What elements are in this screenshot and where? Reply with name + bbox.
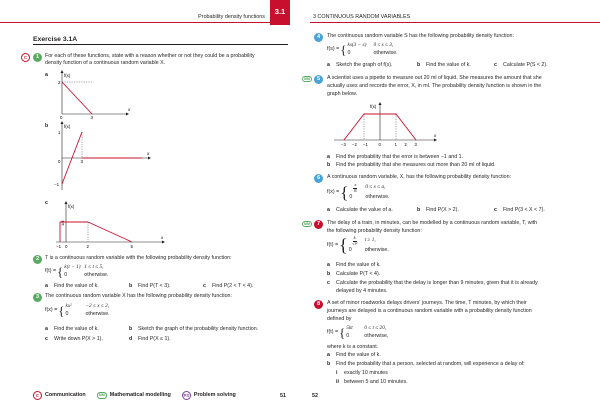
legend-problem-solving-label: Problem solving bbox=[193, 391, 236, 398]
graph-a-xtick-0: 0 bbox=[60, 115, 63, 120]
q6-row1-cond: 0 ≤ x ≤ a, bbox=[365, 184, 386, 191]
q8-part-bii: ii between 5 and 10 minutes. bbox=[336, 379, 408, 385]
q6-fraction bbox=[349, 183, 361, 194]
q7-fraction-den: √t³ bbox=[352, 240, 358, 246]
question-8-text-line2: journeys are delayed is a continuous random variable with a probability density function bbox=[327, 308, 532, 314]
footer-legend bbox=[33, 391, 243, 400]
graph-b-xtick-3: 3 bbox=[80, 159, 83, 164]
question-3-pdf bbox=[45, 303, 110, 318]
question-3-number: 3 bbox=[33, 293, 42, 302]
modelling-icon: MM bbox=[98, 393, 105, 398]
question-2-text: T is a continuous random variable with the following probability density function: bbox=[45, 255, 232, 261]
q5-x-arrow bbox=[434, 139, 437, 142]
q2-part-a-text: Find the value of k. bbox=[54, 283, 99, 289]
q2-row2-expr: 0 bbox=[64, 271, 68, 278]
question-6-pdf bbox=[327, 183, 390, 201]
q3-part-d: d Find P(X ≤ 1). bbox=[129, 336, 171, 342]
q7-row2-cond: otherwise. bbox=[364, 246, 389, 253]
q5-ylabel: f(x) bbox=[370, 104, 377, 109]
graph-b-ytick-top: 1 bbox=[58, 130, 61, 135]
q4-fn-label: f(s) = bbox=[327, 46, 340, 53]
graph-c-slope bbox=[88, 222, 132, 242]
q6-part-a: a Calculate the value of a. bbox=[327, 207, 393, 213]
q8-part-b-text: Find the probability that a person, selected at random, will experience a delay of: bbox=[336, 361, 525, 367]
q6-part-c: c Find P(3 < X < 7). bbox=[494, 207, 545, 213]
q6-row2-expr: 0 bbox=[349, 193, 353, 200]
q8-part-a: a Find the value of k. bbox=[327, 352, 381, 358]
q5-part-a: a Find the probability that the error is between −1 and 1. bbox=[327, 154, 464, 160]
question-4-pdf bbox=[327, 42, 398, 57]
graph-b-ylabel: f(x) bbox=[64, 124, 71, 129]
running-header-left: Probability density functions bbox=[198, 14, 265, 20]
question-2-pdf bbox=[45, 264, 108, 279]
q6-part-b: b Find P(X > 2). bbox=[417, 207, 459, 213]
graph-c-xlabel: x bbox=[161, 235, 164, 240]
q2-row2-cond: otherwise. bbox=[84, 271, 109, 278]
q7-brace: { bbox=[339, 235, 348, 256]
q3-part-b-text: Sketch the graph of the probability density function. bbox=[138, 326, 259, 332]
question-5-text-line1: A scientist uses a pipette to measure out 20 ml of liquid. She measures the amount that she bbox=[327, 75, 542, 81]
q7-part-a: a Find the value of k. bbox=[327, 262, 381, 268]
q8-row1-expr: 5kt bbox=[346, 325, 353, 331]
problem-solving-icon: PS bbox=[183, 393, 190, 398]
q1-part-c-label: c bbox=[45, 200, 48, 206]
legend-modelling-label: Mathematical modelling bbox=[109, 391, 171, 398]
q2-part-a: a Find the value of k. bbox=[45, 283, 99, 289]
question-8-text-line1: A set of minor roadworks delays drivers' journeys. The time, T minutes, by which their bbox=[327, 300, 527, 306]
q8-part-bi: i exactly 10 minutes bbox=[336, 370, 388, 376]
q7-fraction bbox=[349, 236, 361, 247]
graph-a-xlabel: x bbox=[128, 107, 131, 112]
communication-icon: C bbox=[33, 391, 42, 400]
header-rule-left bbox=[0, 22, 290, 23]
q5-xtick-neg3: −3 bbox=[341, 142, 346, 147]
q8-brace: { bbox=[339, 325, 346, 341]
legend-problem-solving bbox=[182, 391, 236, 400]
graph-a-line bbox=[62, 82, 92, 114]
q4-part-b: b Find the value of k. bbox=[417, 62, 471, 68]
question-2-number: 2 bbox=[33, 255, 42, 264]
question-1-text-line1: For each of these functions, state with a reason whether or not they could be a probability bbox=[45, 53, 255, 59]
q6-row2-cond: otherwise. bbox=[365, 193, 390, 200]
graph-a-x-arrow bbox=[126, 113, 129, 116]
q8-part-a-text: Find the value of k. bbox=[336, 352, 381, 358]
q4-part-b-text: Find the value of k. bbox=[426, 62, 471, 68]
q2-row1-cond: 1 ≤ t ≤ 5, bbox=[84, 264, 104, 270]
section-tab: 3.1 bbox=[270, 0, 290, 25]
question-8-number: 8 bbox=[314, 300, 323, 309]
q7-part-c-line2: delayed by 4 minutes. bbox=[336, 288, 388, 294]
question-1-number: 1 bbox=[33, 53, 42, 62]
graph-b-xlabel: x bbox=[147, 151, 150, 156]
q6-part-c-text: Find P(3 < X < 7). bbox=[503, 207, 545, 213]
q6-brace: { bbox=[340, 182, 349, 202]
page-number-right: 52 bbox=[312, 393, 318, 399]
q2-row1-expr: k(t − 1) bbox=[64, 264, 81, 270]
legend-modelling bbox=[97, 392, 171, 399]
q5-xtick-0: 0 bbox=[378, 142, 381, 147]
question-4-number: 4 bbox=[314, 33, 323, 42]
q3-part-c-text: Write down P(X > 1). bbox=[54, 336, 103, 342]
q4-brace: { bbox=[340, 42, 347, 58]
q7-fraction-num: k bbox=[353, 235, 356, 240]
q8-fn-label: f(t) = bbox=[327, 329, 339, 336]
q8-row2-expr: 0 bbox=[346, 332, 350, 339]
q7-part-c: c Calculate the probability that the delay is longer than 9 minutes, given that it is already bbox=[327, 280, 538, 286]
q4-part-a-text: Sketch the graph of f(s). bbox=[336, 62, 393, 68]
q3-part-a: a Find the value of k. bbox=[45, 326, 99, 332]
graph-c-x-arrow bbox=[162, 241, 165, 244]
q3-fn-label: f(x) = bbox=[45, 307, 58, 314]
q4-row2-expr: 0 bbox=[347, 49, 351, 56]
modelling-icon: MM bbox=[304, 222, 310, 226]
question-6-text: A continuous random variable, X, has the following probability density function: bbox=[327, 174, 512, 180]
question-5-text-line2: actually uses and records the error, X, in ml. The probability density function is shown in the bbox=[327, 83, 542, 89]
q5-y-arrow bbox=[379, 102, 382, 105]
q7-row1-cond: t ≥ 1, bbox=[364, 237, 376, 244]
q3-row2-expr: 0 bbox=[65, 310, 69, 317]
q5-part-b-text: Find the probability that she measures out more than 20 ml of liquid. bbox=[336, 162, 496, 168]
q1-part-b-label: b bbox=[45, 123, 49, 129]
q3-row2-cond: otherwise. bbox=[85, 310, 110, 317]
q1-graph-c bbox=[52, 200, 167, 252]
q3-part-b: b Sketch the graph of the probability density function. bbox=[129, 326, 259, 332]
graph-b-ytick-bottom: −1 bbox=[54, 182, 60, 187]
q5-xtick-3: 3 bbox=[414, 142, 417, 147]
page-number-left: 51 bbox=[280, 393, 286, 399]
question-7-text-line1: The delay of a train, in minutes, can be modelled by a continuous random variable, T, with bbox=[327, 220, 538, 226]
q5-xtick-1: 1 bbox=[394, 142, 397, 147]
modelling-icon: MM bbox=[304, 77, 310, 81]
q3-brace: { bbox=[58, 303, 65, 319]
q3-row1-expr: kx² bbox=[65, 303, 72, 309]
q7-part-b: b Calculate P(T < 4). bbox=[327, 271, 381, 277]
graph-c-ylabel: f(x) bbox=[68, 204, 75, 209]
q2-part-b: b Find P(T < 3). bbox=[129, 283, 171, 289]
graph-c-xtick-neg1: −1 bbox=[56, 244, 62, 249]
q3-part-d-text: Find P(X ≤ 1). bbox=[138, 336, 171, 342]
q3-row1-cond: −2 ≤ x ≤ 2, bbox=[85, 303, 110, 309]
graph-c-xtick-2: 2 bbox=[86, 244, 89, 249]
q2-part-c-text: Find P(2 < T < 4). bbox=[212, 283, 254, 289]
q7-row2-expr: 0 bbox=[348, 246, 352, 253]
q3-part-c: c Write down P(X > 1). bbox=[45, 336, 103, 342]
question-5-text-line3: graph below. bbox=[327, 91, 358, 97]
question-8-text-line3: defined by bbox=[327, 316, 352, 322]
question-1-text-line2: density function of a continuous random variable X. bbox=[45, 60, 166, 66]
graph-a-ytick: 2 bbox=[58, 80, 61, 85]
q2-fn-label: f(t) = bbox=[45, 268, 57, 275]
graph-b-xtick-0: 0 bbox=[58, 159, 61, 164]
q5-graph bbox=[330, 100, 440, 150]
graph-a-xtick-3: 3 bbox=[90, 115, 93, 120]
q8-where: where k is a constant. bbox=[327, 344, 379, 350]
q1-part-a-label: a bbox=[45, 72, 48, 78]
graph-b-x-arrow bbox=[148, 157, 151, 160]
q1-graph-a bbox=[52, 68, 132, 120]
q4-part-a: a Sketch the graph of f(s). bbox=[327, 62, 393, 68]
q5-xlabel: x bbox=[434, 133, 437, 138]
communication-icon: C bbox=[21, 53, 30, 62]
exercise-title: Exercise 3.1A bbox=[33, 36, 78, 43]
q7-fn-label: f(t) = bbox=[327, 241, 339, 248]
graph-a-ylabel: f(x) bbox=[64, 73, 71, 78]
q8-row1-cond: 0 ≤ t ≤ 20, bbox=[364, 325, 387, 331]
q6-part-a-text: Calculate the value of a. bbox=[336, 207, 393, 213]
running-header-right: 3 CONTINUOUS RANDOM VARIABLES bbox=[313, 14, 411, 20]
question-3-text: The continuous random variable X has the following probability density function: bbox=[45, 293, 232, 299]
q5-part-b: b Find the probability that she measures out more than 20 ml of liquid. bbox=[327, 162, 496, 168]
q8-part-b: b Find the probability that a person, selected at random, will experience a delay of: bbox=[327, 361, 525, 367]
q1-graph-b bbox=[52, 120, 152, 194]
q6-fraction-num: x bbox=[354, 182, 357, 187]
q4-row2-cond: otherwise. bbox=[373, 49, 398, 56]
question-6-number: 6 bbox=[314, 174, 323, 183]
q5-xtick-neg2: −2 bbox=[352, 142, 357, 147]
q6-fn-label: f(x) = bbox=[327, 188, 340, 195]
graph-c-xtick-0: 0 bbox=[65, 244, 68, 249]
question-7-text-line2: the following probability density function: bbox=[327, 228, 422, 234]
q4-part-c: c Calculate P(S < 2). bbox=[494, 62, 548, 68]
q2-brace: { bbox=[57, 264, 64, 280]
q2-part-b-text: Find P(T < 3). bbox=[138, 283, 171, 289]
q8-part-bi-text: exactly 10 minutes bbox=[344, 370, 388, 376]
question-4-text: The continuous random variable S has the following probability density function: bbox=[327, 33, 514, 39]
q5-xtick-neg1: −1 bbox=[363, 142, 368, 147]
q4-part-c-text: Calculate P(S < 2). bbox=[503, 62, 548, 68]
graph-c-ytick: 1/4 bbox=[60, 220, 65, 226]
q4-row1-cond: 0 ≤ s ≤ 3, bbox=[373, 42, 394, 48]
q6-fraction-den: 8 bbox=[354, 187, 357, 193]
graph-c-xtick-5: 5 bbox=[130, 244, 133, 249]
legend-communication-label: Communication bbox=[45, 391, 86, 398]
q5-xtick-2: 2 bbox=[404, 142, 407, 147]
q7-part-a-text: Find the value of k. bbox=[336, 262, 381, 268]
question-7-number: 7 bbox=[314, 220, 323, 229]
q3-part-a-text: Find the value of k. bbox=[54, 326, 99, 332]
q8-row2-cond: otherwise, bbox=[364, 332, 389, 339]
q6-part-b-text: Find P(X > 2). bbox=[426, 207, 459, 213]
q7-part-c-text: Calculate the probability that the delay is longer than 9 minutes, given that it is already bbox=[336, 280, 538, 286]
q8-part-bii-text: between 5 and 10 minutes. bbox=[344, 379, 408, 385]
header-rule-right bbox=[310, 22, 600, 23]
q4-row1-expr: ks(3 − s) bbox=[347, 42, 367, 48]
question-8-pdf bbox=[327, 325, 388, 340]
q2-part-c: c Find P(2 < T < 4). bbox=[203, 283, 254, 289]
q5-part-a-text: Find the probability that the error is between −1 and 1. bbox=[336, 154, 464, 160]
q7-part-b-text: Calculate P(T < 4). bbox=[336, 271, 381, 277]
legend-communication bbox=[33, 391, 86, 400]
question-5-number: 5 bbox=[314, 75, 323, 84]
question-7-pdf bbox=[327, 236, 389, 254]
exercise-rule bbox=[33, 44, 288, 45]
